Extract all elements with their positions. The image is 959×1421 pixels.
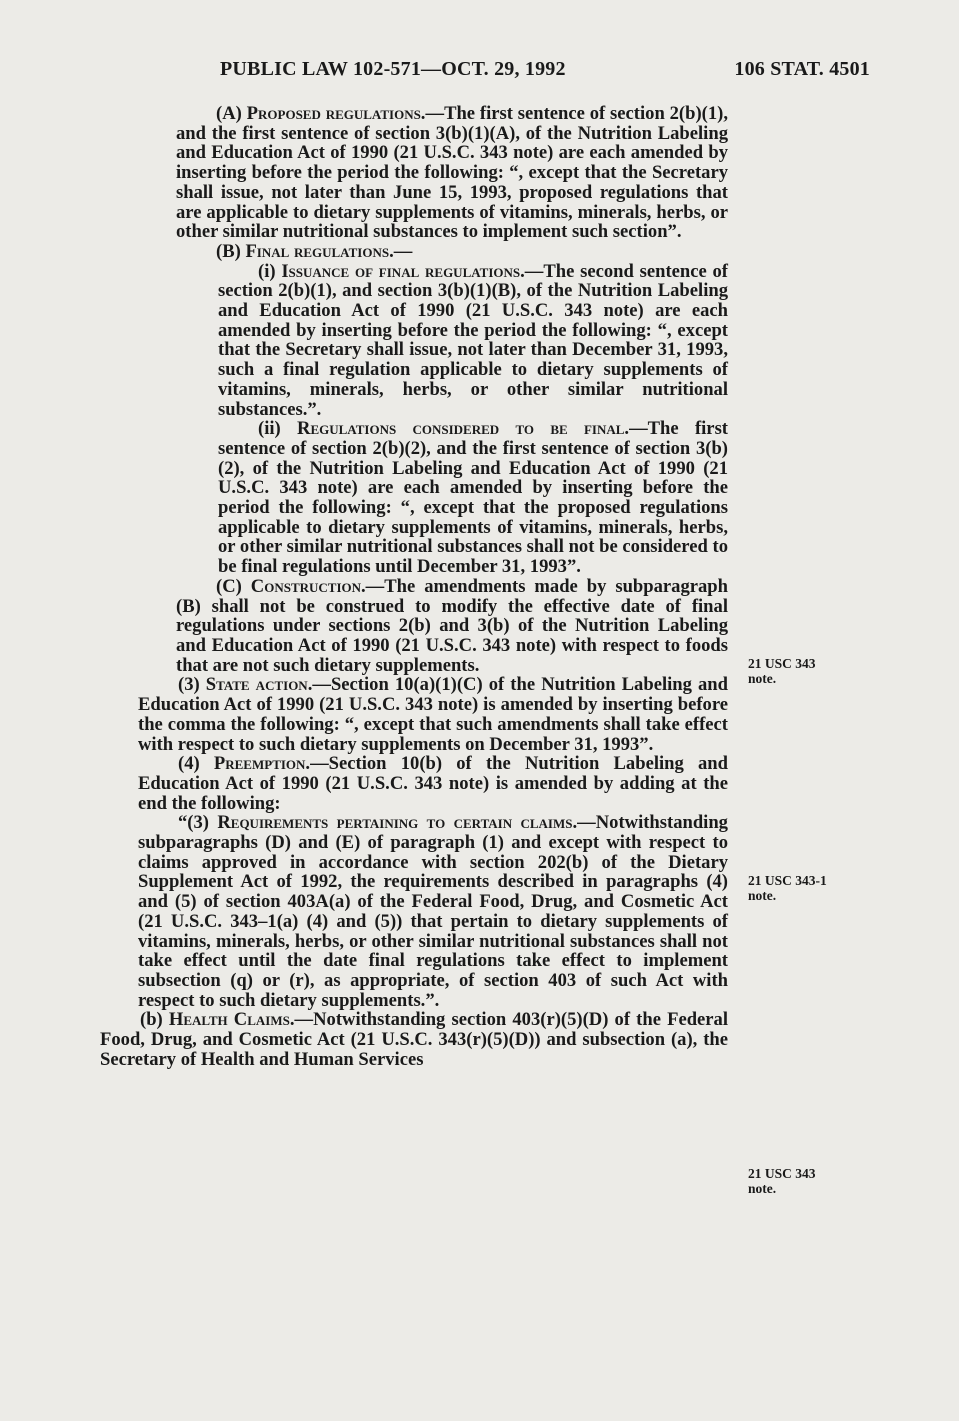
margin-note-citation: 21 USC 343	[748, 1166, 816, 1181]
margin-note-citation: 21 USC 343-1	[748, 873, 827, 888]
paragraph-4-preemption: (4) Preemption.—Section 10(b) of the Nutrition Labeling and Education Act of 1990 (21 U.S.C. 343 note) is amended by adding at the end the following:	[138, 753, 728, 814]
paragraph-b-i-issuance: (i) Issuance of final regulations.—The second sentence of section 2(b)(1), and section 3(b)(1)(B), of the Nutrition Labeling and Education Act of 1990 (21 U.S.C. 343 note) are each amended by inserting before the period the following: “, except that the Secretary shall issue, not later than December 31, 1993, such a final regulation applicable to dietary supplements of vitamins, minerals, herbs, or other similar nutritional substances.”.	[218, 260, 728, 420]
paragraph-c-construction: (C) Construction.—The amendments made by subparagraph (B) shall not be construed to modify the effective date of final regulations under sections 2(b) and 3(b) of the Nutrition Labeling and Education Act of 1990 (21 U.S.C. 343 note) with respect to foods that are not such dietary supplements.	[176, 575, 728, 676]
margin-note	[748, 656, 868, 686]
paragraph-b-health-claims: (b) Health Claims.—Notwithstanding section 403(r)(5)(D) of the Federal Food, Drug, and Cosmetic Act (21 U.S.C. 343(r)(5)(D)) and subsection (a), the Secretary of Health and Human Services	[100, 1009, 729, 1070]
paragraph-a-proposed-regulations: (A) Proposed regulations.—The first sentence of section 2(b)(1), and the first sentence of section 3(b)(1)(A), of the Nutrition Labeling and Education Act of 1990 (21 U.S.C. 343 note) are each amended by inserting before the period the following: “, except that the Secretary shall issue, not later than June 15, 1993, proposed regulations that are applicable to dietary supplements of vitamins, minerals, herbs, or other similar nutritional substances to implement such section”.	[176, 103, 728, 243]
margin-note-label: note.	[748, 671, 777, 686]
paragraph-3-state-action: (3) State action.—Section 10(a)(1)(C) of the Nutrition Labeling and Education Act of 1990 (21 U.S.C. 343 note) is amended by inserting before the comma the following: “, except that such amendments shall take effect with respect to such dietary supplements on December 31, 1993”.	[138, 674, 728, 755]
margin-note	[748, 873, 868, 903]
margin-note	[748, 1166, 868, 1196]
paragraph-b-final-regulations: (B) Final regulations.—	[216, 240, 413, 262]
quoted-paragraph-3-requirements: “(3) Requirements pertaining to certain claims.—Notwithstanding subparagraphs (D) and (E) of paragraph (1) and except with respect to claims approved in accordance with section 202(b) of the Dietary Supplement Act of 1992, the requirements described in paragraphs (4) and (5) of section 403A(a) of the Federal Food, Drug, and Cosmetic Act (21 U.S.C. 343–1(a) (4) and (5)) that pertain to dietary supplements of vitamins, minerals, herbs, or other similar nutritional substances shall not take effect until the date final regulations take effect to implement subsection (q) or (r), as appropriate, of section 403 of such Act with respect to such dietary supplements.”.	[138, 812, 728, 1011]
paragraph-b-ii-considered-final: (ii) Regulations considered to be final.—The first sentence of section 2(b)(2), and the first sentence of section 3(b)(2), of the Nutrition Labeling and Education Act of 1990 (21 U.S.C. 343 note) are each amended by inserting before the period the following: “, except that the proposed regulations applicable to dietary supplements of vitamins, minerals, herbs, or other similar nutritional substances shall not be considered to be final regulations until December 31, 1993”.	[218, 418, 728, 578]
margin-note-label: note.	[748, 888, 777, 903]
margin-note-label: note.	[748, 1181, 777, 1196]
document-body	[100, 104, 728, 1069]
margin-note-citation: 21 USC 343	[748, 656, 816, 671]
header-stat-page: 106 STAT. 4501	[734, 58, 870, 80]
header-law-citation: PUBLIC LAW 102-571—OCT. 29, 1992	[220, 58, 566, 80]
